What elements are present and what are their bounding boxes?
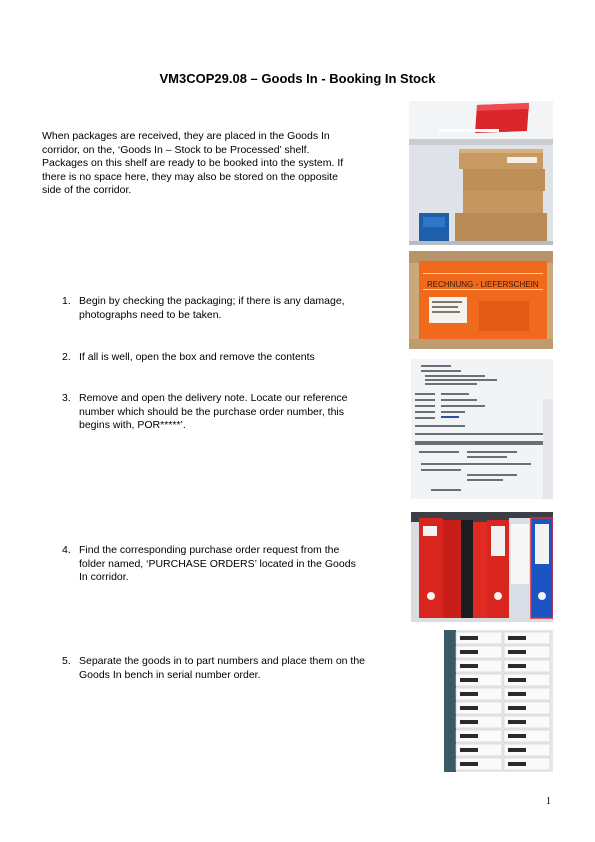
step-number: 5. [62,655,71,667]
step-line: begins with, POR*****’. [79,419,186,431]
intro-line: Packages on this shelf are ready to be booked into the system. If [42,157,344,169]
page-title: VM3COP29.08 – Goods In - Booking In Stock [159,71,436,86]
step-line: In corridor. [79,571,129,583]
step-line: Begin by checking the packaging; if there is any damage, [79,295,345,307]
intro-paragraph [42,130,387,198]
envelope-label: RECHNUNG - LIEFERSCHEIN [427,280,539,289]
step-line: number which should be the purchase order number, this [79,405,344,418]
intro-line: corridor, on the, ‘Goods In – Stock to be Processed’ shelf. [42,143,310,156]
purchase-order-binders-photo [411,512,553,622]
step-line: Remove and open the delivery note. Locate our reference [79,392,348,404]
page-number: 1 [546,796,551,807]
step-line: Find the corresponding purchase order request from the [79,544,340,556]
step-line: photographs need to be taken. [79,308,222,321]
step-number: 3. [62,392,71,404]
intro-line: When packages are received, they are placed in the Goods In [42,130,330,142]
delivery-note-document-photo [411,359,553,499]
delivery-note-envelope-photo [409,251,553,349]
step-line: Separate the goods in to part numbers and place them on the [79,655,366,667]
step-line: If all is well, open the box and remove the contents [79,351,315,363]
step-line: folder named, ‘PURCHASE ORDERS’ located in the Goods [79,557,356,570]
step-number: 2. [62,351,71,363]
sorted-goods-boxes-photo [444,630,553,772]
step-number: 4. [62,544,71,556]
step-number: 1. [62,295,71,307]
intro-line: there is no space here, they may also be stored on the opposite [42,170,338,183]
step-line: Goods In bench in serial number order. [79,668,261,681]
intro-line: side of the corridor. [42,184,132,196]
shelf-boxes-photo [409,101,553,245]
